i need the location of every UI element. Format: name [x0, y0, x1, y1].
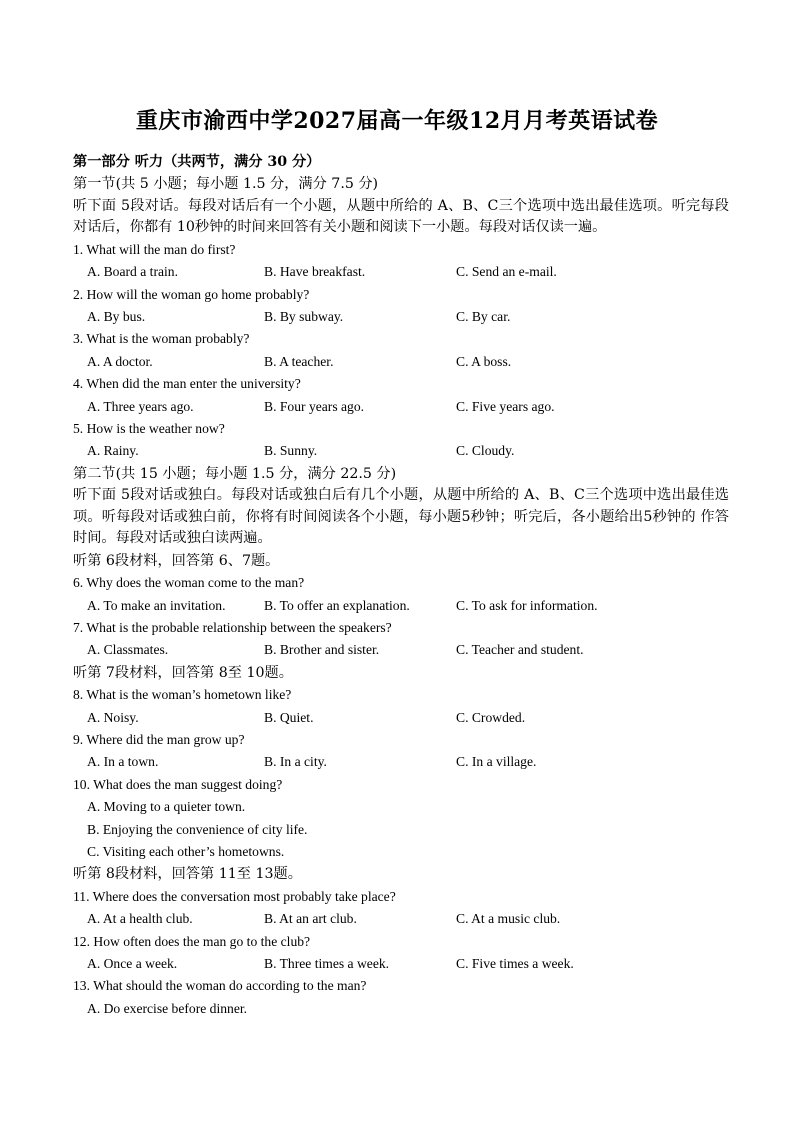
option-c: C. In a village.	[456, 754, 537, 770]
question-9: 9. Where did the man grow up?	[73, 731, 245, 747]
option-a: A. Rainy.	[87, 443, 139, 459]
option-a: A. In a town.	[87, 754, 159, 770]
section2-instructions: 听下面 5段对话或独白。每段对话或独白后有几个小题，从题中所给的 A、B、C三个选项中选出最佳选项。听每段对话或独白前，你将有时间阅读各个小题，每小题5秒钟；听完后，各小题给出5秒钟的 作答时间。每段对话或独白读两遍。	[73, 487, 729, 547]
option-a: A. Classmates.	[87, 642, 169, 658]
material-7-heading: 听第 7段材料，回答第 8至 10题。	[73, 664, 293, 681]
question-7-options	[73, 639, 729, 661]
question-1-options	[73, 261, 729, 283]
question-12-options	[73, 953, 729, 975]
option-b: B. In a city.	[264, 754, 327, 770]
exam-title: 重庆市渝西中学2027届高一年级12月月考英语试卷	[135, 108, 659, 134]
question-12: 12. How often does the man go to the club?	[73, 933, 311, 949]
option-b: B. To offer an explanation.	[264, 597, 410, 613]
section1-heading: 第一节(共 5 小题；每小题 1.5 分，满分 7.5 分)	[73, 176, 379, 193]
question-9-options	[73, 751, 729, 773]
question-13: 13. What should the woman do according to the man?	[73, 978, 367, 994]
option-b: B. Three times a week.	[264, 955, 390, 971]
option-a: A. Moving to a quieter town.	[87, 799, 246, 815]
option-c: C. At a music club.	[456, 911, 561, 927]
option-a: A. Three years ago.	[87, 398, 194, 414]
question-6: 6. Why does the woman come to the man?	[73, 575, 305, 591]
option-b: B. Have breakfast.	[264, 264, 366, 280]
option-c: C. By car.	[456, 309, 511, 325]
question-5-options	[73, 440, 729, 462]
option-b: B. Quiet.	[264, 709, 314, 725]
option-b: B. Enjoying the convenience of city life.	[87, 821, 308, 837]
question-8: 8. What is the woman’s hometown like?	[73, 687, 292, 703]
section2-heading: 第二节(共 15 小题；每小题 1.5 分，满分 22.5 分)	[73, 465, 397, 482]
question-4: 4. When did the man enter the university?	[73, 376, 301, 392]
question-2-options	[73, 306, 729, 328]
option-c: C. Send an e-mail.	[456, 264, 557, 280]
option-a: A. A doctor.	[87, 353, 153, 369]
option-c: C. Visiting each other’s hometowns.	[87, 843, 285, 859]
option-c: C. A boss.	[456, 353, 512, 369]
material-6-heading: 听第 6段材料，回答第 6、7题。	[73, 552, 280, 569]
option-b: B. Four years ago.	[264, 398, 365, 414]
option-b: B. At an art club.	[264, 911, 357, 927]
question-3: 3. What is the woman probably?	[73, 331, 250, 347]
question-8-options	[73, 707, 729, 729]
option-c: C. To ask for information.	[456, 597, 598, 613]
question-1: 1. What will the man do first?	[73, 241, 236, 257]
question-6-options	[73, 595, 729, 617]
option-a: A. At a health club.	[87, 911, 193, 927]
material-8-heading: 听第 8段材料，回答第 11至 13题。	[73, 866, 302, 883]
option-b: B. Sunny.	[264, 443, 318, 459]
option-a: A. By bus.	[87, 309, 146, 325]
option-c: C. Cloudy.	[456, 443, 515, 459]
option-b: B. By subway.	[264, 309, 344, 325]
question-2: 2. How will the woman go home probably?	[73, 286, 310, 302]
option-c: C. Five times a week.	[456, 955, 574, 971]
question-11-options	[73, 908, 729, 930]
option-c: C. Teacher and student.	[456, 642, 584, 658]
option-b: B. Brother and sister.	[264, 642, 380, 658]
question-3-options	[73, 351, 729, 373]
question-10: 10. What does the man suggest doing?	[73, 776, 283, 792]
option-a: A. Board a train.	[87, 264, 178, 280]
option-a: A. Do exercise before dinner.	[87, 1000, 248, 1016]
option-c: C. Crowded.	[456, 709, 526, 725]
option-c: C. Five years ago.	[456, 398, 555, 414]
option-a: A. Noisy.	[87, 709, 139, 725]
question-4-options	[73, 396, 729, 418]
exam-content	[73, 151, 729, 1020]
question-5: 5. How is the weather now?	[73, 421, 225, 436]
option-a: A. Once a week.	[87, 955, 178, 971]
option-b: B. A teacher.	[264, 353, 334, 369]
part1-heading: 第一部分 听力（共两节，满分 30 分）	[73, 154, 321, 170]
question-7: 7. What is the probable relationship between the speakers?	[73, 619, 392, 635]
section1-instructions: 听下面 5段对话。每段对话后有一个小题，从题中所给的 A、B、C三个选项中选出最佳选项。听完每段对话后，你都有 10秒钟的时间来回答有关小题和阅读下一小题。每段对话仅读一遍。	[73, 197, 729, 236]
question-11: 11. Where does the conversation most probably take place?	[73, 888, 396, 904]
option-a: A. To make an invitation.	[87, 597, 226, 613]
